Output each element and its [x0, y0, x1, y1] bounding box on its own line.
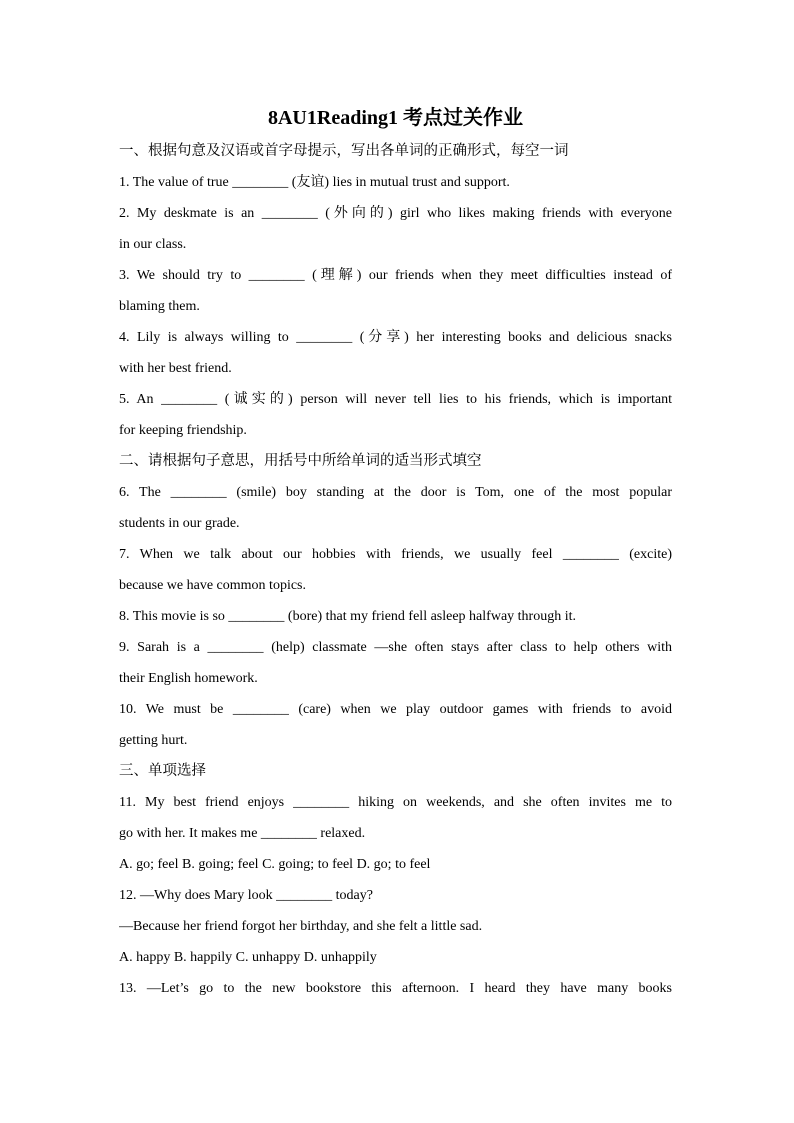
question-text-line: getting hurt.	[119, 733, 188, 748]
question-text-line: 9. Sarah is a ________ (help) classmate —she often stays after class to help others with	[119, 640, 672, 655]
question-text-line: A. happy B. happily C. unhappy D. unhappily	[119, 950, 377, 965]
question-text-line: 12. —Why does Mary look ________ today?	[119, 888, 373, 903]
question-text-line: 1. The value of true ________ (友谊) lies in mutual trust and support.	[119, 175, 510, 190]
question-text-line: 5. An ________ (诚实的) person will never tell lies to his friends, which is important	[119, 392, 672, 407]
question-text-line: 7. When we talk about our hobbies with friends, we usually feel ________ (excite)	[119, 547, 672, 562]
question-text-line: 10. We must be ________ (care) when we play outdoor games with friends to avoid	[119, 702, 672, 717]
document-page	[119, 100, 672, 1004]
document-title: 8AU1Reading1 考点过关作业	[267, 107, 523, 129]
question-text-line: 13. —Let’s go to the new bookstore this afternoon. I heard they have many books	[119, 981, 672, 996]
question-text-line: —Because her friend forgot her birthday, and she felt a little sad.	[119, 919, 483, 934]
question-text-line: 6. The ________ (smile) boy standing at the door is Tom, one of the most popular	[119, 485, 672, 500]
question-text-line: 4. Lily is always willing to ________ (分享) her interesting books and delicious snacks	[119, 330, 672, 345]
question-text-line: 8. This movie is so ________ (bore) that my friend fell asleep halfway through it.	[119, 609, 576, 624]
document-body	[119, 136, 672, 1004]
question-text-line: students in our grade.	[119, 516, 240, 531]
question-text-line: A. go; feel B. going; feel C. going; to feel D. go; to feel	[119, 857, 431, 872]
question-text-line: blaming them.	[119, 299, 200, 314]
question-text-line: in our class.	[119, 237, 187, 252]
section-heading: 二、请根据句子意思，用括号中所给单词的适当形式填空	[119, 453, 482, 469]
section-heading: 一、根据句意及汉语或首字母提示，写出各单词的正确形式，每空一词	[119, 143, 569, 159]
question-text-line: go with her. It makes me ________ relaxed.	[119, 826, 366, 841]
question-text-line: with her best friend.	[119, 361, 232, 376]
question-text-line: 2. My deskmate is an ________ (外向的) girl who likes making friends with everyone	[119, 206, 672, 221]
section-heading: 三、单项选择	[119, 763, 206, 779]
question-text-line: because we have common topics.	[119, 578, 306, 593]
question-text-line: 11. My best friend enjoys ________ hiking on weekends, and she often invites me to	[119, 795, 672, 810]
question-text-line: their English homework.	[119, 671, 258, 686]
question-text-line: 3. We should try to ________ (理解) our friends when they meet difficulties instead of	[119, 268, 672, 283]
question-text-line: for keeping friendship.	[119, 423, 247, 438]
